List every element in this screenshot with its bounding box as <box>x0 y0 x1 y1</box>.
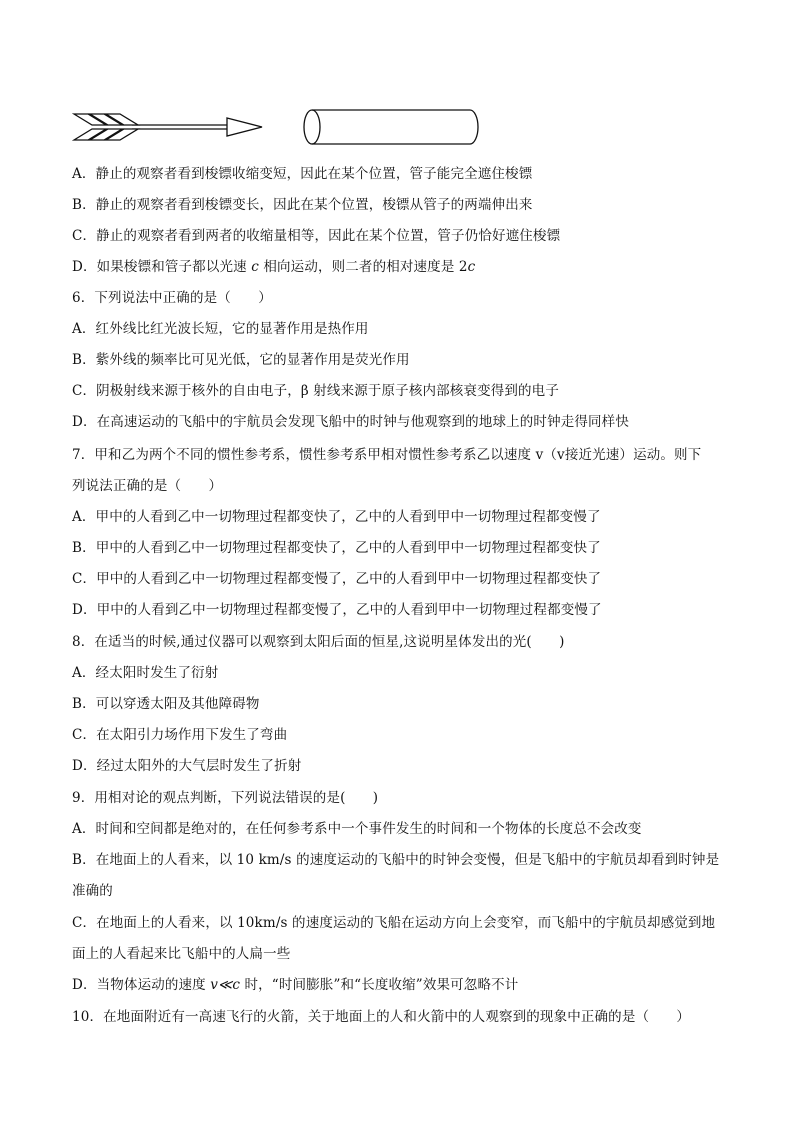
q8-stem: 8．在适当的时候,通过仪器可以观察到太阳后面的恒星,这说明星体发出的光( ) <box>72 634 565 650</box>
q9-option-d <box>72 975 518 995</box>
q6-option-a: A．红外线比红光波长短，它的显著作用是热作用 <box>72 321 369 337</box>
q8-option-d: D．经过太阳外的大气层时发生了折射 <box>72 758 302 774</box>
javelin-icon <box>74 114 262 140</box>
q6-option-d: D．在高速运动的飞船中的宇航员会发现飞船中的时钟与他观察到的地球上的时钟走得同样快 <box>72 414 629 430</box>
q8-option-b: B．可以穿透太阳及其他障碍物 <box>72 696 260 712</box>
q10-stem: 10．在地面附近有一高速飞行的火箭，关于地面上的人和火箭中的人观察到的现象中正确的是（ ） <box>72 1009 691 1025</box>
q7-stem-line2: 列说法正确的是（ ） <box>72 478 223 494</box>
q5-option-d-prefix: D．如果梭镖和管子都以光速 <box>72 259 252 275</box>
q7-option-c: C．甲中的人看到乙中一切物理过程都变慢了，乙中的人看到甲中一切物理过程都变快了 <box>72 571 602 587</box>
tube-icon <box>304 110 478 144</box>
q9-option-c-line1: C．在地面上的人看来，以 10km/s 的速度运动的飞船在运动方向上会变窄，而飞船中的宇航员却感觉到地 <box>72 915 716 931</box>
q9-option-b-line2: 准确的 <box>72 883 113 899</box>
q9-option-b-line1: B．在地面上的人看来，以 10 km/s 的速度运动的飞船中的时钟会变慢，但是飞船中的宇航员却看到时钟是 <box>72 852 720 868</box>
q8-option-a: A．经太阳时发生了衍射 <box>72 665 219 681</box>
q9-option-d-prefix: D．当物体运动的速度 <box>72 977 211 993</box>
q9-option-c-line2: 面上的人看起来比飞船中的人扁一些 <box>72 946 291 962</box>
q9-stem: 9．用相对论的观点判断，下列说法错误的是( ) <box>72 790 379 806</box>
q6-option-c: C．阴极射线来源于核外的自由电子，β 射线来源于原子核内部核衰变得到的电子 <box>72 383 559 399</box>
q5-option-d-mid: 相向运动，则二者的相对速度是 2 <box>258 259 468 275</box>
javelin-and-tube-figure <box>72 104 492 154</box>
q5-option-d <box>72 257 475 277</box>
q7-option-b: B．甲中的人看到乙中一切物理过程都变快了，乙中的人看到甲中一切物理过程都变快了 <box>72 540 601 556</box>
q7-option-a: A．甲中的人看到乙中一切物理过程都变快了，乙中的人看到甲中一切物理过程都变慢了 <box>72 509 601 525</box>
q6-stem: 6．下列说法中正确的是（ ） <box>72 290 272 306</box>
q5-option-c: C．静止的观察者看到两者的收缩量相等，因此在某个位置，管子仍恰好遮住梭镖 <box>72 228 561 244</box>
q5-option-a: A．静止的观察者看到梭镖收缩变短，因此在某个位置，管子能完全遮住梭镖 <box>72 166 533 182</box>
q5-option-d-symbol2: c <box>467 259 476 275</box>
q9-option-a: A．时间和空间都是绝对的，在任何参考系中一个事件发生的时间和一个物体的长度总不会改变 <box>72 821 642 837</box>
q5-option-d-symbol: c <box>251 259 259 275</box>
q9-option-d-suffix: 时，“时间膨胀”和“长度收缩”效果可忽略不计 <box>240 977 519 993</box>
q9-option-d-condition: v≪c <box>210 977 241 993</box>
q8-option-c: C．在太阳引力场作用下发生了弯曲 <box>72 727 288 743</box>
q7-stem-line1: 7．甲和乙为两个不同的惯性参考系，惯性参考系甲相对惯性参考系乙以速度 v（v接近光速）运动。则下 <box>72 447 702 463</box>
q6-option-b: B．紫外线的频率比可见光低，它的显著作用是荧光作用 <box>72 352 410 368</box>
q7-option-d: D．甲中的人看到乙中一切物理过程都变慢了，乙中的人看到甲中一切物理过程都变慢了 <box>72 602 602 618</box>
q5-option-b: B．静止的观察者看到梭镖变长，因此在某个位置，梭镖从管子的两端伸出来 <box>72 197 533 213</box>
